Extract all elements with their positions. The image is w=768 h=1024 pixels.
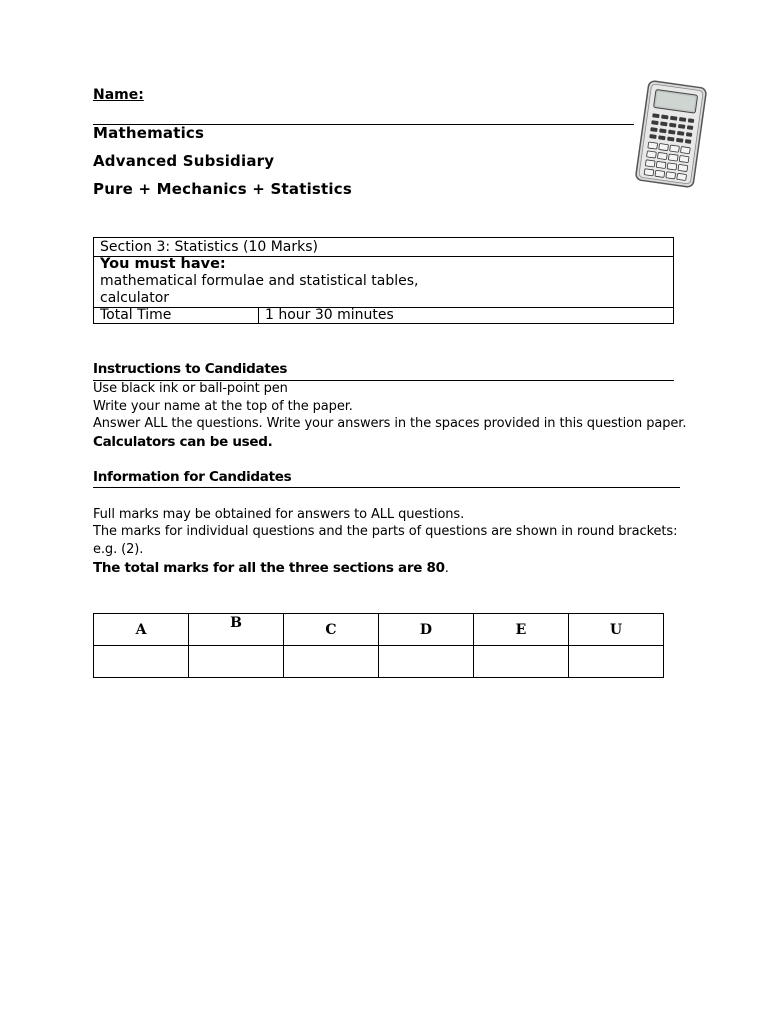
total-marks-line xyxy=(93,560,449,576)
grade-header-row xyxy=(94,614,664,646)
requirements-row xyxy=(94,256,673,308)
cell-divider xyxy=(258,307,259,324)
instructions-heading: Instructions to Candidates xyxy=(93,361,288,377)
section-title-row xyxy=(94,238,673,257)
grade-cell: A xyxy=(94,614,189,646)
grade-entry-cell[interactable] xyxy=(284,646,379,678)
total-time-value: 1 hour 30 minutes xyxy=(265,307,394,323)
name-label: Name: xyxy=(93,87,144,103)
must-have-item: mathematical formulae and statistical tables, xyxy=(100,273,419,289)
information-line: Full marks may be obtained for answers to ALL questions. xyxy=(93,507,465,522)
total-time-row xyxy=(94,307,673,324)
grade-entry-cell[interactable] xyxy=(94,646,189,678)
grade-entry-row xyxy=(94,646,664,678)
grade-table xyxy=(93,613,664,678)
grade-entry-cell[interactable] xyxy=(189,646,284,678)
total-time-label: Total Time xyxy=(100,307,172,323)
section-title: Section 3: Statistics (10 Marks) xyxy=(100,239,318,255)
grade-cell: D xyxy=(379,614,474,646)
instruction-line: Answer ALL the questions. Write your answers in the spaces provided in this question paper. xyxy=(93,416,687,431)
title-subject: Mathematics xyxy=(93,124,205,142)
instruction-line: Use black ink or ball-point pen xyxy=(93,381,288,396)
title-components: Pure + Mechanics + Statistics xyxy=(93,180,352,198)
grade-cell: E xyxy=(474,614,569,646)
instruction-line: Write your name at the top of the paper. xyxy=(93,399,353,414)
grade-entry-cell[interactable] xyxy=(379,646,474,678)
title-level: Advanced Subsidiary xyxy=(93,152,275,170)
information-heading: Information for Candidates xyxy=(93,469,292,485)
total-marks-period: . xyxy=(444,561,449,576)
total-marks-text: The total marks for all the three sections are 80 xyxy=(93,560,445,576)
grade-entry-cell[interactable] xyxy=(474,646,569,678)
grade-entry-cell[interactable] xyxy=(569,646,664,678)
grade-cell: C xyxy=(284,614,379,646)
grade-cell: B xyxy=(189,614,284,646)
grade-cell: U xyxy=(569,614,664,646)
information-rule xyxy=(93,487,680,488)
section-info-box xyxy=(93,237,674,324)
information-line: The marks for individual questions and the parts of questions are shown in round brackets: xyxy=(93,524,678,539)
calculator-notice: Calculators can be used. xyxy=(93,434,273,450)
must-have-item: calculator xyxy=(100,290,170,306)
must-have-label: You must have: xyxy=(100,256,226,272)
calculator-icon xyxy=(630,78,712,190)
information-line: e.g. (2). xyxy=(93,542,144,557)
